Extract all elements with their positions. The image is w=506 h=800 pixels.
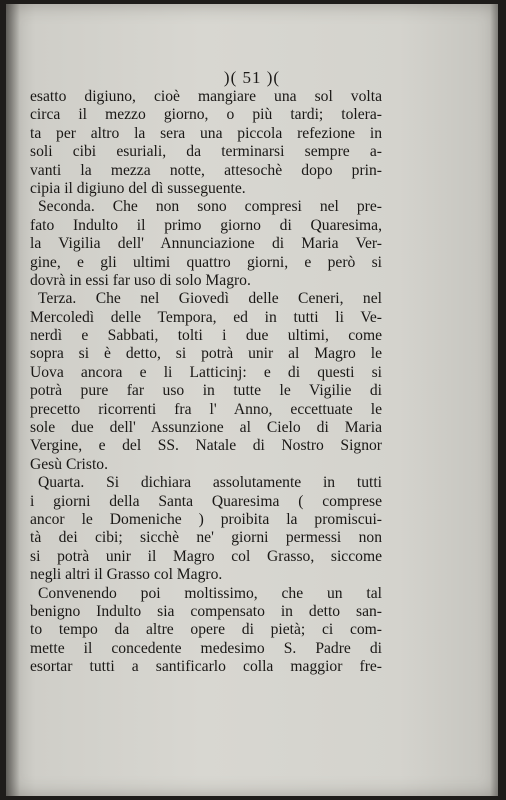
body-text (30, 88, 382, 677)
binding-shadow (6, 4, 20, 796)
text-line: cipia il digiuno del dì susseguente. (30, 179, 246, 197)
text-line: la Vigilia dell' Annunciazione di Maria Ver- (30, 235, 382, 253)
text-line: Uova ancora e li Latticinj: e di questi si (30, 363, 382, 381)
text-line: Mercoledì delle Tempora, ed in tutti li Ve- (30, 308, 382, 326)
text-line: circa il mezzo giorno, o più tardi; tolera- (30, 106, 382, 124)
text-line: benigno Indulto sia compensato in detto san- (30, 602, 382, 620)
text-line: Quarta. Si dichiara assolutamente in tutti (38, 474, 382, 492)
text-line: precetto ricorrenti fra l' Anno, eccettuate le (30, 400, 382, 418)
text-line: esortar tutti a santificarlo colla maggior fre- (30, 658, 382, 676)
text-line: tà dei cibi; sicchè ne' giorni permessi non (30, 529, 382, 547)
text-line: to tempo da altre opere di pietà; ci com- (30, 621, 382, 639)
text-line: fato Indulto il primo giorno di Quaresima, (30, 216, 382, 234)
text-line: negli altri il Grasso col Magro. (30, 566, 223, 584)
text-line: si potrà unir il Magro col Grasso, siccome (30, 547, 382, 565)
page-number: )( 51 )( (223, 68, 281, 87)
text-line: sole due dell' Assunzione al Cielo di Maria (30, 419, 382, 437)
paragraph-2 (30, 198, 382, 290)
text-line: i giorni della Santa Quaresima ( comprese (30, 492, 382, 510)
text-line: Terza. Che nel Giovedì delle Ceneri, nel (38, 290, 382, 308)
text-line: ancor le Domeniche ) proibita la promiscui- (30, 510, 382, 528)
text-line: esatto digiuno, cioè mangiare una sol volta (30, 88, 382, 105)
paragraph-4 (30, 474, 382, 584)
text-line: nerdì e Sabbati, tolti i due ultimi, come (30, 327, 382, 345)
paragraph-1 (30, 88, 382, 198)
text-line: mette il concedente medesimo S. Padre di (30, 639, 382, 657)
text-line: Seconda. Che non sono compresi nel pre- (38, 198, 382, 216)
text-line: gine, e gli ultimi quattro giorni, e però si (30, 253, 382, 271)
text-line: potrà pure far uso in tutte le Vigilie di (30, 382, 382, 400)
text-line: Convenendo poi moltissimo, che un tal (38, 584, 382, 602)
text-line: Vergine, e del SS. Natale di Nostro Signor (30, 437, 382, 455)
text-line: ta per altro la sera una piccola refezione in (30, 124, 382, 142)
text-line: vanti la mezza notte, attesochè dopo prin- (30, 161, 382, 179)
text-line: dovrà in essi far uso di solo Magro. (30, 271, 251, 289)
paragraph-5 (30, 585, 382, 677)
book-page (6, 4, 498, 796)
text-line: Gesù Cristo. (30, 455, 108, 473)
page-edge-shadow (490, 4, 498, 796)
paragraph-3 (30, 290, 382, 474)
text-line: sopra si è detto, si potrà unir al Magro le (30, 345, 382, 363)
text-line: soli cibi esuriali, da terminarsi sempre a- (30, 143, 382, 161)
